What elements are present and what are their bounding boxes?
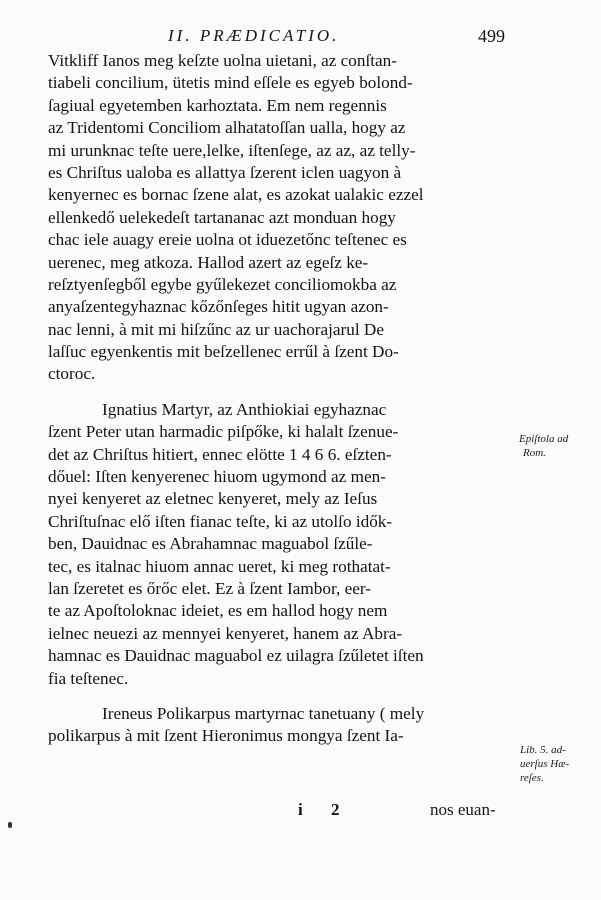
text-line: ben, Dauidnac es Abrahamnac maguabol ſzűle- bbox=[48, 534, 373, 554]
text-line: nyei kenyeret az eletnec kenyeret, mely az Ieſus bbox=[48, 489, 378, 509]
margin-note-adversus-haereses bbox=[520, 743, 601, 785]
text-line: ſzent Peter utan harmadic piſpőke, ki halalt ſzenue- bbox=[48, 422, 399, 442]
margin-note-line: Rom. bbox=[523, 447, 546, 459]
scan-speck bbox=[8, 822, 12, 828]
paragraph-ireneus bbox=[48, 703, 518, 748]
margin-note-epistola bbox=[519, 432, 601, 460]
text-line: det az Chriſtus hitiert, ennec elötte 1 4 6 6. eſzten- bbox=[48, 444, 392, 464]
text-line: Ireneus Polikarpus martyrnac tanetuany ( mely bbox=[102, 703, 425, 723]
body-text bbox=[48, 50, 518, 748]
text-line: dőuel: Iſten kenyerenec hiuom ugymond az men- bbox=[48, 467, 386, 487]
text-line: lan ſzeretet es őrőc elet. Ez à ſzent Iambor, eer- bbox=[48, 578, 371, 598]
margin-note-line: uerſus Hæ- bbox=[520, 758, 570, 770]
catchword: nos euan- bbox=[430, 800, 496, 819]
paragraph-vitkliff bbox=[48, 50, 518, 386]
text-line: anyaſzentegyhaznac kőzőnſeges hitit ugyan azon- bbox=[48, 297, 389, 317]
text-line: uerenec, meg atkoza. Hallod azert az egeſz ke- bbox=[48, 252, 369, 272]
text-line: es Chriſtus ualoba es allattya ſzerent iclen uagyon à bbox=[48, 162, 402, 182]
text-line: ctoroc. bbox=[48, 364, 96, 384]
margin-note-line: Epiſtola ad bbox=[519, 433, 569, 445]
paragraph-ignatius bbox=[48, 399, 518, 690]
text-line: az Tridentomi Conciliom alhatatoſſan ualla, hogy az bbox=[48, 118, 406, 138]
text-line: ielnec neuezi az mennyei kenyeret, hanem az Abra- bbox=[48, 623, 403, 643]
text-line: Ignatius Martyr, az Anthiokiai egyhaznac bbox=[102, 399, 387, 419]
text-line: tec, es italnac hiuom annac ueret, ki meg rothatat- bbox=[48, 556, 391, 576]
text-line: laſſuc egyenkentis mit beſzellenec errűl à ſzent Do- bbox=[48, 342, 399, 362]
text-line: polikarpus à mit ſzent Hieronimus mongya ſzent Ia- bbox=[48, 726, 404, 746]
text-line: fia teſtenec. bbox=[48, 668, 129, 688]
margin-note-line: Lib. 5. ad- bbox=[520, 744, 566, 756]
text-line: tiabeli concilium, ütetis mind eſſele es egyeb bolond- bbox=[48, 73, 413, 93]
text-line: te az Apoſtoloknac ideiet, es em hallod hogy nem bbox=[48, 601, 388, 621]
text-line: ſagiual egyetemben karhoztata. Em nem regennis bbox=[48, 95, 387, 115]
page-footer bbox=[0, 800, 601, 826]
page-header bbox=[0, 24, 601, 50]
text-line: nac lenni, à mit mi hiſzűnc az ur uachorajarul De bbox=[48, 319, 384, 339]
running-title: II. PRÆDICATIO. bbox=[168, 26, 340, 45]
signature-mark: i 2 bbox=[298, 800, 352, 819]
text-line: mi urunknac teſte uere,lelke, iſtenſege, az az, az telly- bbox=[48, 140, 416, 160]
page-number: 499 bbox=[478, 26, 505, 46]
margin-note-line: reſes. bbox=[520, 772, 544, 784]
text-line: reſztyenſegből egybe gyűlekezet conciliomokba az bbox=[48, 274, 397, 294]
text-line: ellenkedő uelekedeſt tartananac azt monduan hogy bbox=[48, 207, 396, 227]
text-line: Chriſtuſnac elő iſten fianac teſte, ki az utolſo idők- bbox=[48, 511, 393, 531]
text-line: Vitkliff Ianos meg keſzte uolna uietani, az conſtan- bbox=[48, 51, 397, 70]
text-line: chac iele auagy ereie uolna ot iduezetőnc teſtenec es bbox=[48, 230, 407, 250]
text-line: kenyernec es bornac ſzene alat, es azokat ualakic ezzel bbox=[48, 185, 424, 205]
text-line: hamnac es Dauidnac maguabol ez uilagra ſzűletet iſten bbox=[48, 646, 424, 666]
